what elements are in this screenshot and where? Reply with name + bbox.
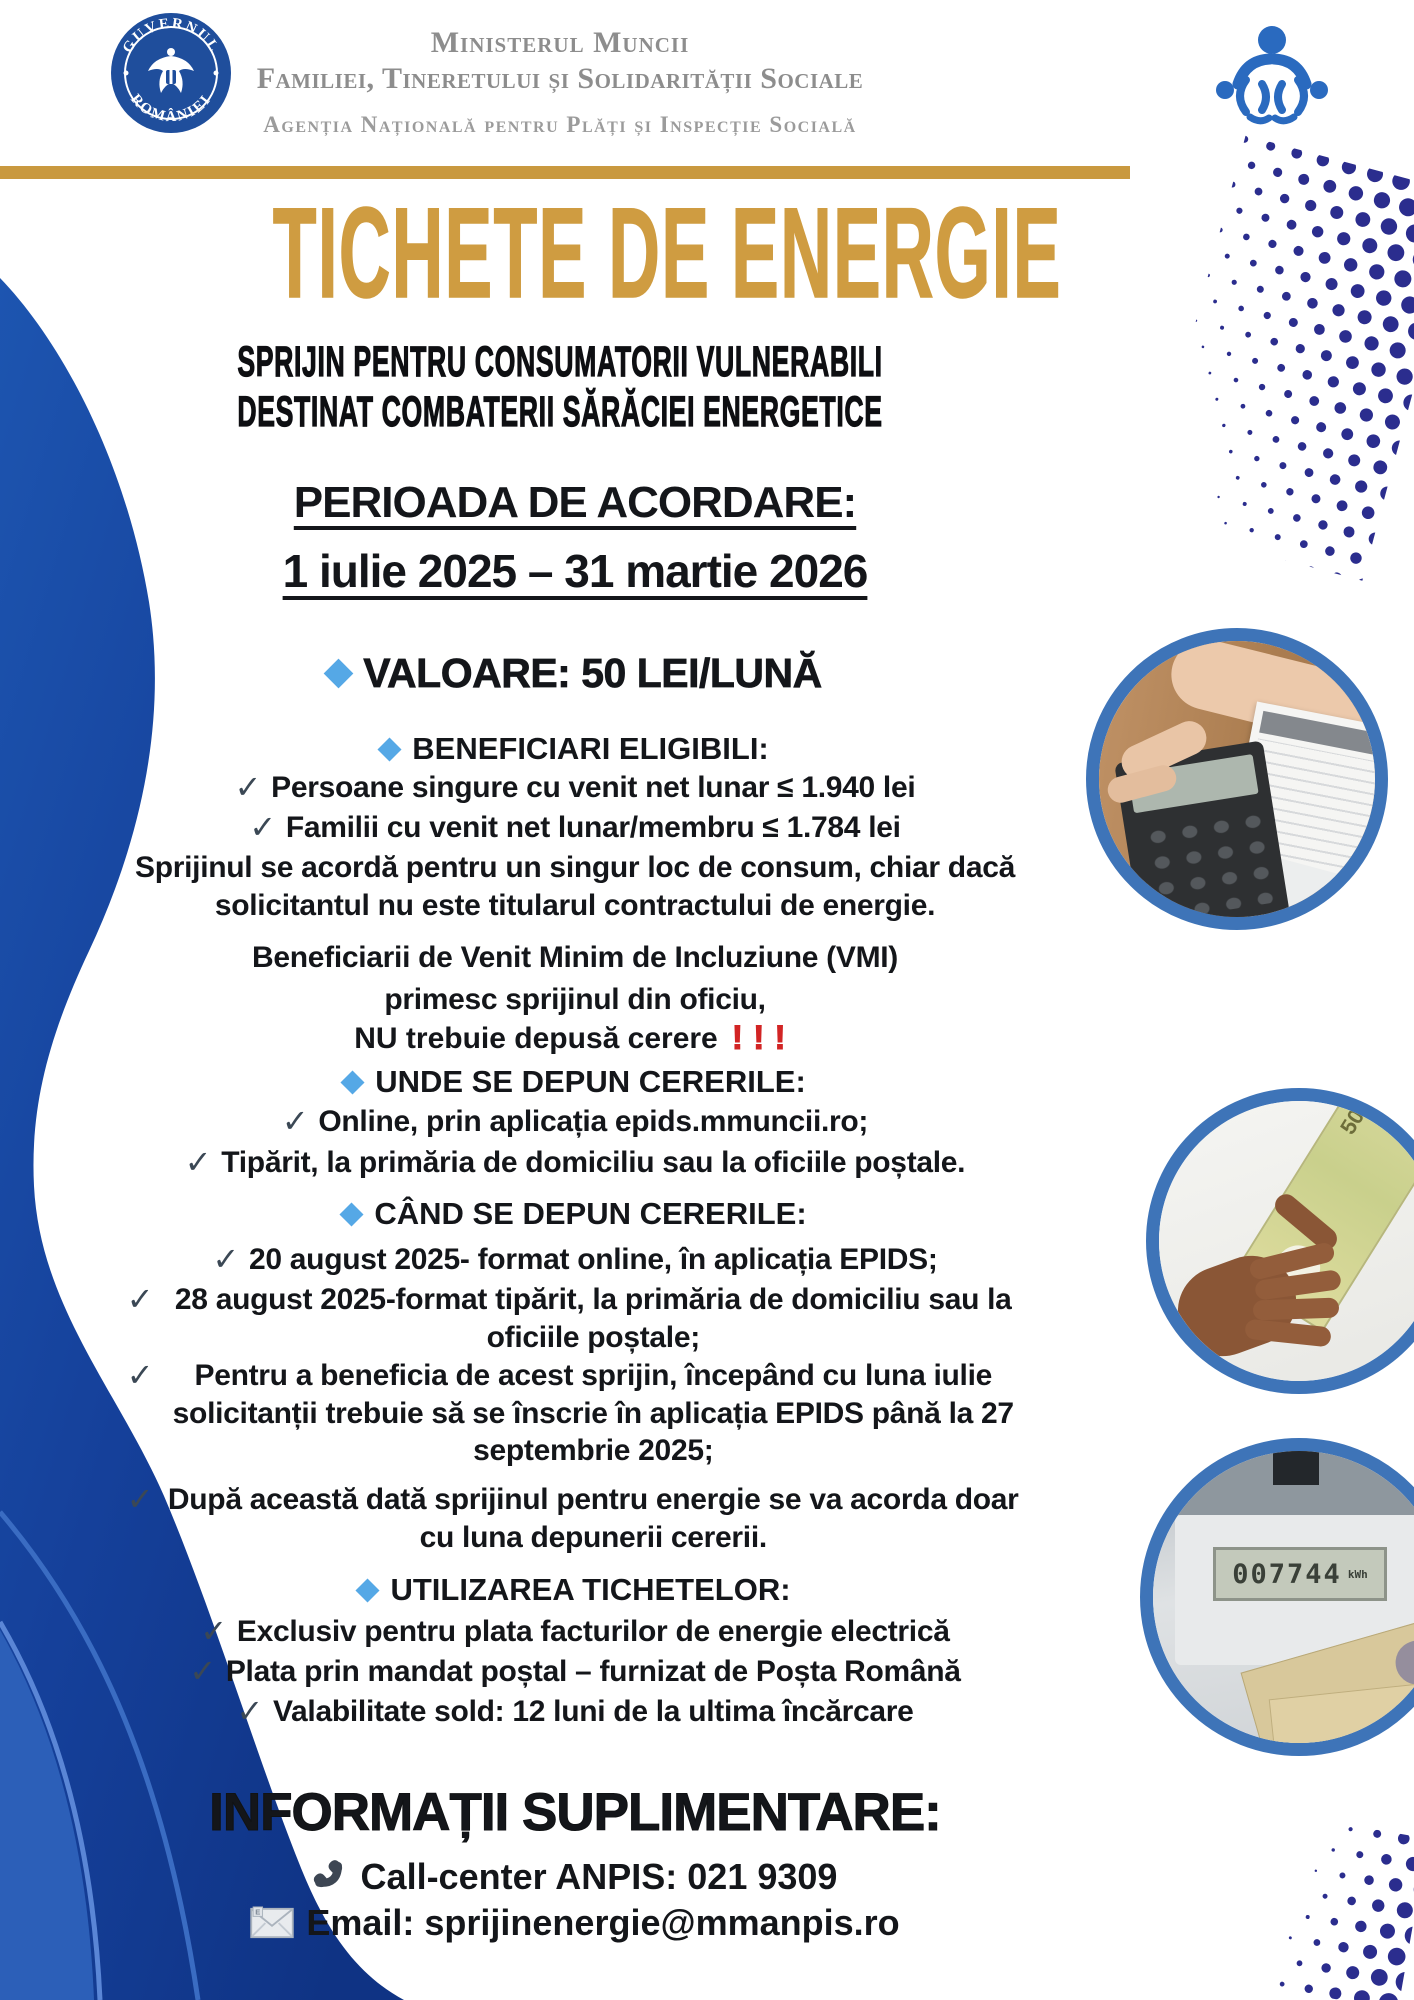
check-icon: ✓: [126, 1480, 154, 1518]
cand-item: ✓ 28 august 2025-format tipărit, la primăria de domiciliu sau la oficiile poștale;: [126, 1280, 1012, 1354]
envelope-icon: [250, 1906, 294, 1940]
check-icon: ✓: [281, 1102, 309, 1140]
beneficiari-heading: BENEFICIARI ELIGIBILI:: [105, 731, 1045, 767]
check-icon: ✓: [212, 1240, 239, 1278]
halftone-dots-bottom-right: [1268, 1816, 1414, 2000]
value-label: VALOARE: 50 LEI/LUNĂ: [363, 650, 822, 696]
cand-item: ✓ După această dată sprijinul pentru energie se va acorda doar cu luna depunerii cererii.: [126, 1480, 1019, 1554]
check-icon: ✓: [236, 1692, 263, 1730]
diamond-icon: [378, 737, 402, 761]
cand-heading: CÂND SE DEPUN CERERILE:: [105, 1196, 1045, 1232]
email-row: [105, 1902, 1045, 1944]
diamond-icon: [340, 1202, 364, 1226]
cand-item: ✓ 20 august 2025- format online, în aplicația EPIDS;: [212, 1240, 938, 1278]
utilizare-item: ✓ Plata prin mandat poștal – furnizat de Poșta Română: [189, 1652, 961, 1690]
banknote-value: 50: [1335, 1104, 1370, 1139]
check-icon: ✓: [126, 1280, 154, 1318]
logo-top-text: GUVERNUL: [119, 15, 223, 56]
diamond-icon: [356, 1578, 380, 1602]
diamond-icon: [324, 659, 354, 689]
utilizare-item: ✓ Exclusiv pentru plata facturilor de energie electrică: [200, 1612, 950, 1650]
halftone-dots-top-right: [1142, 135, 1414, 580]
anpis-people-logo: [1212, 24, 1332, 128]
banknote-stamp: [1390, 1635, 1414, 1689]
vmi-line3: NU trebuie depusă cerere !!!: [354, 1019, 796, 1057]
poster-subtitle-line1: SPRIJIN PENTRU CONSUMATORII VULNERABILI: [237, 338, 883, 386]
check-icon: ✓: [200, 1612, 227, 1650]
meter-lcd-display: [1213, 1547, 1387, 1601]
unde-item: ✓ Online, prin aplicația epids.mmuncii.ro;: [281, 1102, 869, 1140]
unde-heading: UNDE SE DEPUN CERERILE:: [105, 1064, 1045, 1100]
check-icon: ✓: [249, 808, 276, 846]
phone-row: [105, 1856, 1045, 1898]
photo-energy-meter: [1140, 1438, 1414, 1756]
beneficiari-item: ✓ Persoane singure cu venit net lunar ≤ 1.940 lei: [234, 768, 916, 806]
period-range: 1 iulie 2025 – 31 martie 2026: [282, 545, 868, 597]
phone-text: Call-center ANPIS: 021 9309: [360, 1856, 838, 1897]
meter-reading: 007744: [1232, 1558, 1342, 1590]
logo-bottom-text: ROMÂNIEI: [127, 91, 215, 126]
meter-unit: kWh: [1347, 1567, 1368, 1581]
utilizare-heading: UTILIZAREA TICHETELOR:: [105, 1572, 1045, 1608]
utilizare-item: ✓ Valabilitate sold: 12 luni de la ultima încărcare: [236, 1692, 914, 1730]
photo-calculator-bills: [1086, 628, 1388, 930]
svg-text:E: E: [255, 1907, 261, 1917]
agency-name: Agenția Națională pentru Plăți și Inspecție Socială: [263, 112, 857, 137]
ministry-name-line1: Ministerul Muncii: [430, 26, 690, 59]
phone-icon: [313, 1859, 349, 1895]
email-text: Email: sprijinenergie@mmanpis.ro: [306, 1902, 900, 1943]
cand-item: ✓ Pentru a beneficia de acest sprijin, începând cu luna iulie solicitanții trebuie să se înscrie în aplicația EPIDS până la 27 septembrie 2025;: [126, 1356, 1014, 1467]
diamond-icon: [341, 1070, 365, 1094]
beneficiari-item: ✓ Familii cu venit net lunar/membru ≤ 1.784 lei: [249, 808, 901, 846]
check-icon: ✓: [184, 1143, 212, 1181]
finger: [1253, 1298, 1340, 1321]
red-exclamations: !!!: [731, 1019, 796, 1057]
poster-title: TICHETE DE ENERGIE: [272, 182, 1062, 325]
calculator-keys: [1134, 803, 1278, 922]
vmi-line2: primesc sprijinul din oficiu,: [384, 983, 766, 1016]
check-icon: ✓: [234, 768, 262, 806]
check-icon: ✓: [126, 1356, 154, 1394]
meter-notch: [1273, 1451, 1319, 1485]
beneficiari-note: Sprijinul se acordă pentru un singur loc de consum, chiar dacă solicitantul nu este titularul contractului de energie.: [135, 851, 1015, 922]
value-row: [105, 650, 1045, 697]
content-column: [105, 0, 1062, 2000]
period-heading: PERIOADA DE ACORDARE:: [293, 478, 857, 527]
unde-item: ✓ Tipărit, la primăria de domiciliu sau la oficiile poștale.: [184, 1143, 966, 1181]
ministry-name-line2: Familiei, Tineretului și Solidarității Sociale: [256, 62, 864, 95]
info-heading: INFORMAȚII SUPLIMENTARE:: [209, 1783, 941, 1842]
photo-hand-with-banknote: [1146, 1088, 1414, 1394]
vmi-line1: Beneficiarii de Venit Minim de Incluziune (VMI): [251, 941, 898, 974]
check-icon: ✓: [189, 1652, 216, 1690]
poster-subtitle-line2: DESTINAT COMBATERII SĂRĂCIEI ENERGETICE: [237, 388, 883, 436]
